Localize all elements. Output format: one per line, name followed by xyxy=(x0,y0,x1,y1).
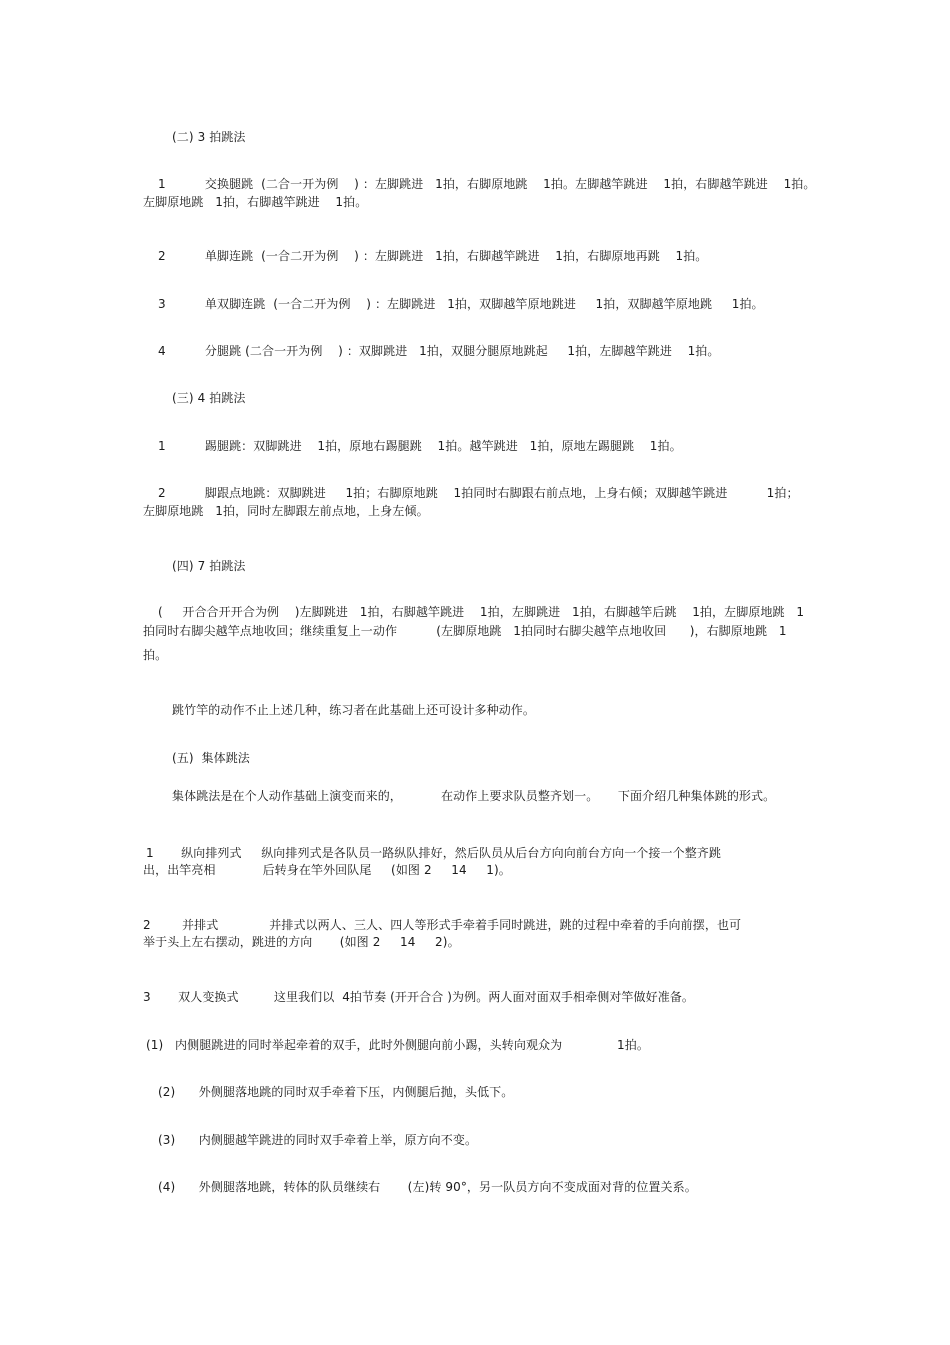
paragraph-line: 左脚原地跳 1拍，右脚越竿跳进 1拍。 xyxy=(143,195,368,209)
section-heading-group-jump: (五) 集体跳法 xyxy=(172,751,250,765)
paragraph-line: 2 单脚连跳 (一合二开为例 ) ：左脚跳进 1拍，右脚越竿跳进 1拍，右脚原地再跳 1拍。 xyxy=(158,249,708,263)
paragraph-line: 举于头上左右摆动，跳进的方向 (如图 2 14 2)。 xyxy=(143,935,460,949)
paragraph-line: 跳竹竿的动作不止上述几种，练习者在此基础上还可设计多种动作。 xyxy=(172,703,536,717)
paragraph-line: (1) 内侧腿跳进的同时举起牵着的双手，此时外侧腿向前小踢，头转向观众为 1拍。 xyxy=(146,1038,649,1052)
paragraph-line: 1 交换腿跳 (二合一开为例 ) ：左脚跳进 1拍，右脚原地跳 1拍。左脚越竿跳进 1拍，右脚越竿跳进 1拍。 xyxy=(158,177,816,191)
paragraph-line: 拍同时右脚尖越竿点地收回；继续重复上一动作 (左脚原地跳 1拍同时右脚尖越竿点地收回 )，右脚原地跳 1 xyxy=(143,624,787,638)
paragraph-line: 3 双人变换式 这里我们以 4拍节奏 (开开合合 )为例。两人面对面双手相牵侧对竿做好准备。 xyxy=(143,990,695,1004)
paragraph-line: (2) 外侧腿落地跳的同时双手牵着下压，内侧腿后抛，头低下。 xyxy=(158,1085,514,1099)
section-heading-4-beat: (三) 4 拍跳法 xyxy=(172,391,246,405)
paragraph-line: 出，出竿亮相 后转身在竿外回队尾 (如图 2 14 1)。 xyxy=(143,863,511,877)
section-heading-3-beat: (二) 3 拍跳法 xyxy=(172,130,246,144)
paragraph-line: 3 单双脚连跳 (一合二开为例 ) ：左脚跳进 1拍，双脚越竿原地跳进 1拍，双脚越竿原地跳 1拍。 xyxy=(158,297,764,311)
paragraph-line: 1 纵向排列式 纵向排列式是各队员一路纵队排好，然后队员从后台方向向前台方向一个接一个整齐跳 xyxy=(146,846,722,860)
paragraph-line: (3) 内侧腿越竿跳进的同时双手牵着上举，原方向不变。 xyxy=(158,1133,478,1147)
paragraph-line: 集体跳法是在个人动作基础上演变而来的， 在动作上要求队员整齐划一。 下面介绍几种集体跳的形式。 xyxy=(172,789,776,803)
paragraph-line: (4) 外侧腿落地跳，转体的队员继续右 (左)转 90°，另一队员方向不变成面对背的位置关系。 xyxy=(158,1180,697,1194)
paragraph-line: 1 踢腿跳：双脚跳进 1拍，原地右踢腿跳 1拍。越竿跳进 1拍，原地左踢腿跳 1拍。 xyxy=(158,439,682,453)
paragraph-line: 4 分腿跳 (二合一开为例 ) ：双脚跳进 1拍，双腿分腿原地跳起 1拍，左脚越竿跳进 1拍。 xyxy=(158,344,720,358)
paragraph-line: 拍。 xyxy=(143,648,168,662)
paragraph-line: 2 并排式 并排式以两人、三人、四人等形式手牵着手同时跳进，跳的过程中牵着的手向前摆，也可 xyxy=(143,918,742,932)
section-heading-7-beat: (四) 7 拍跳法 xyxy=(172,559,246,573)
paragraph-line: ( 开合合开开合为例 )左脚跳进 1拍，右脚越竿跳进 1拍，左脚跳进 1拍，右脚越竿后跳 1拍，左脚原地跳 1 xyxy=(158,605,805,619)
paragraph-line: 2 脚跟点地跳：双脚跳进 1拍；右脚原地跳 1拍同时右脚跟右前点地，上身右倾；双脚越竿跳进 1拍； xyxy=(158,486,799,500)
paragraph-line: 左脚原地跳 1拍，同时左脚跟左前点地，上身左倾。 xyxy=(143,504,429,518)
